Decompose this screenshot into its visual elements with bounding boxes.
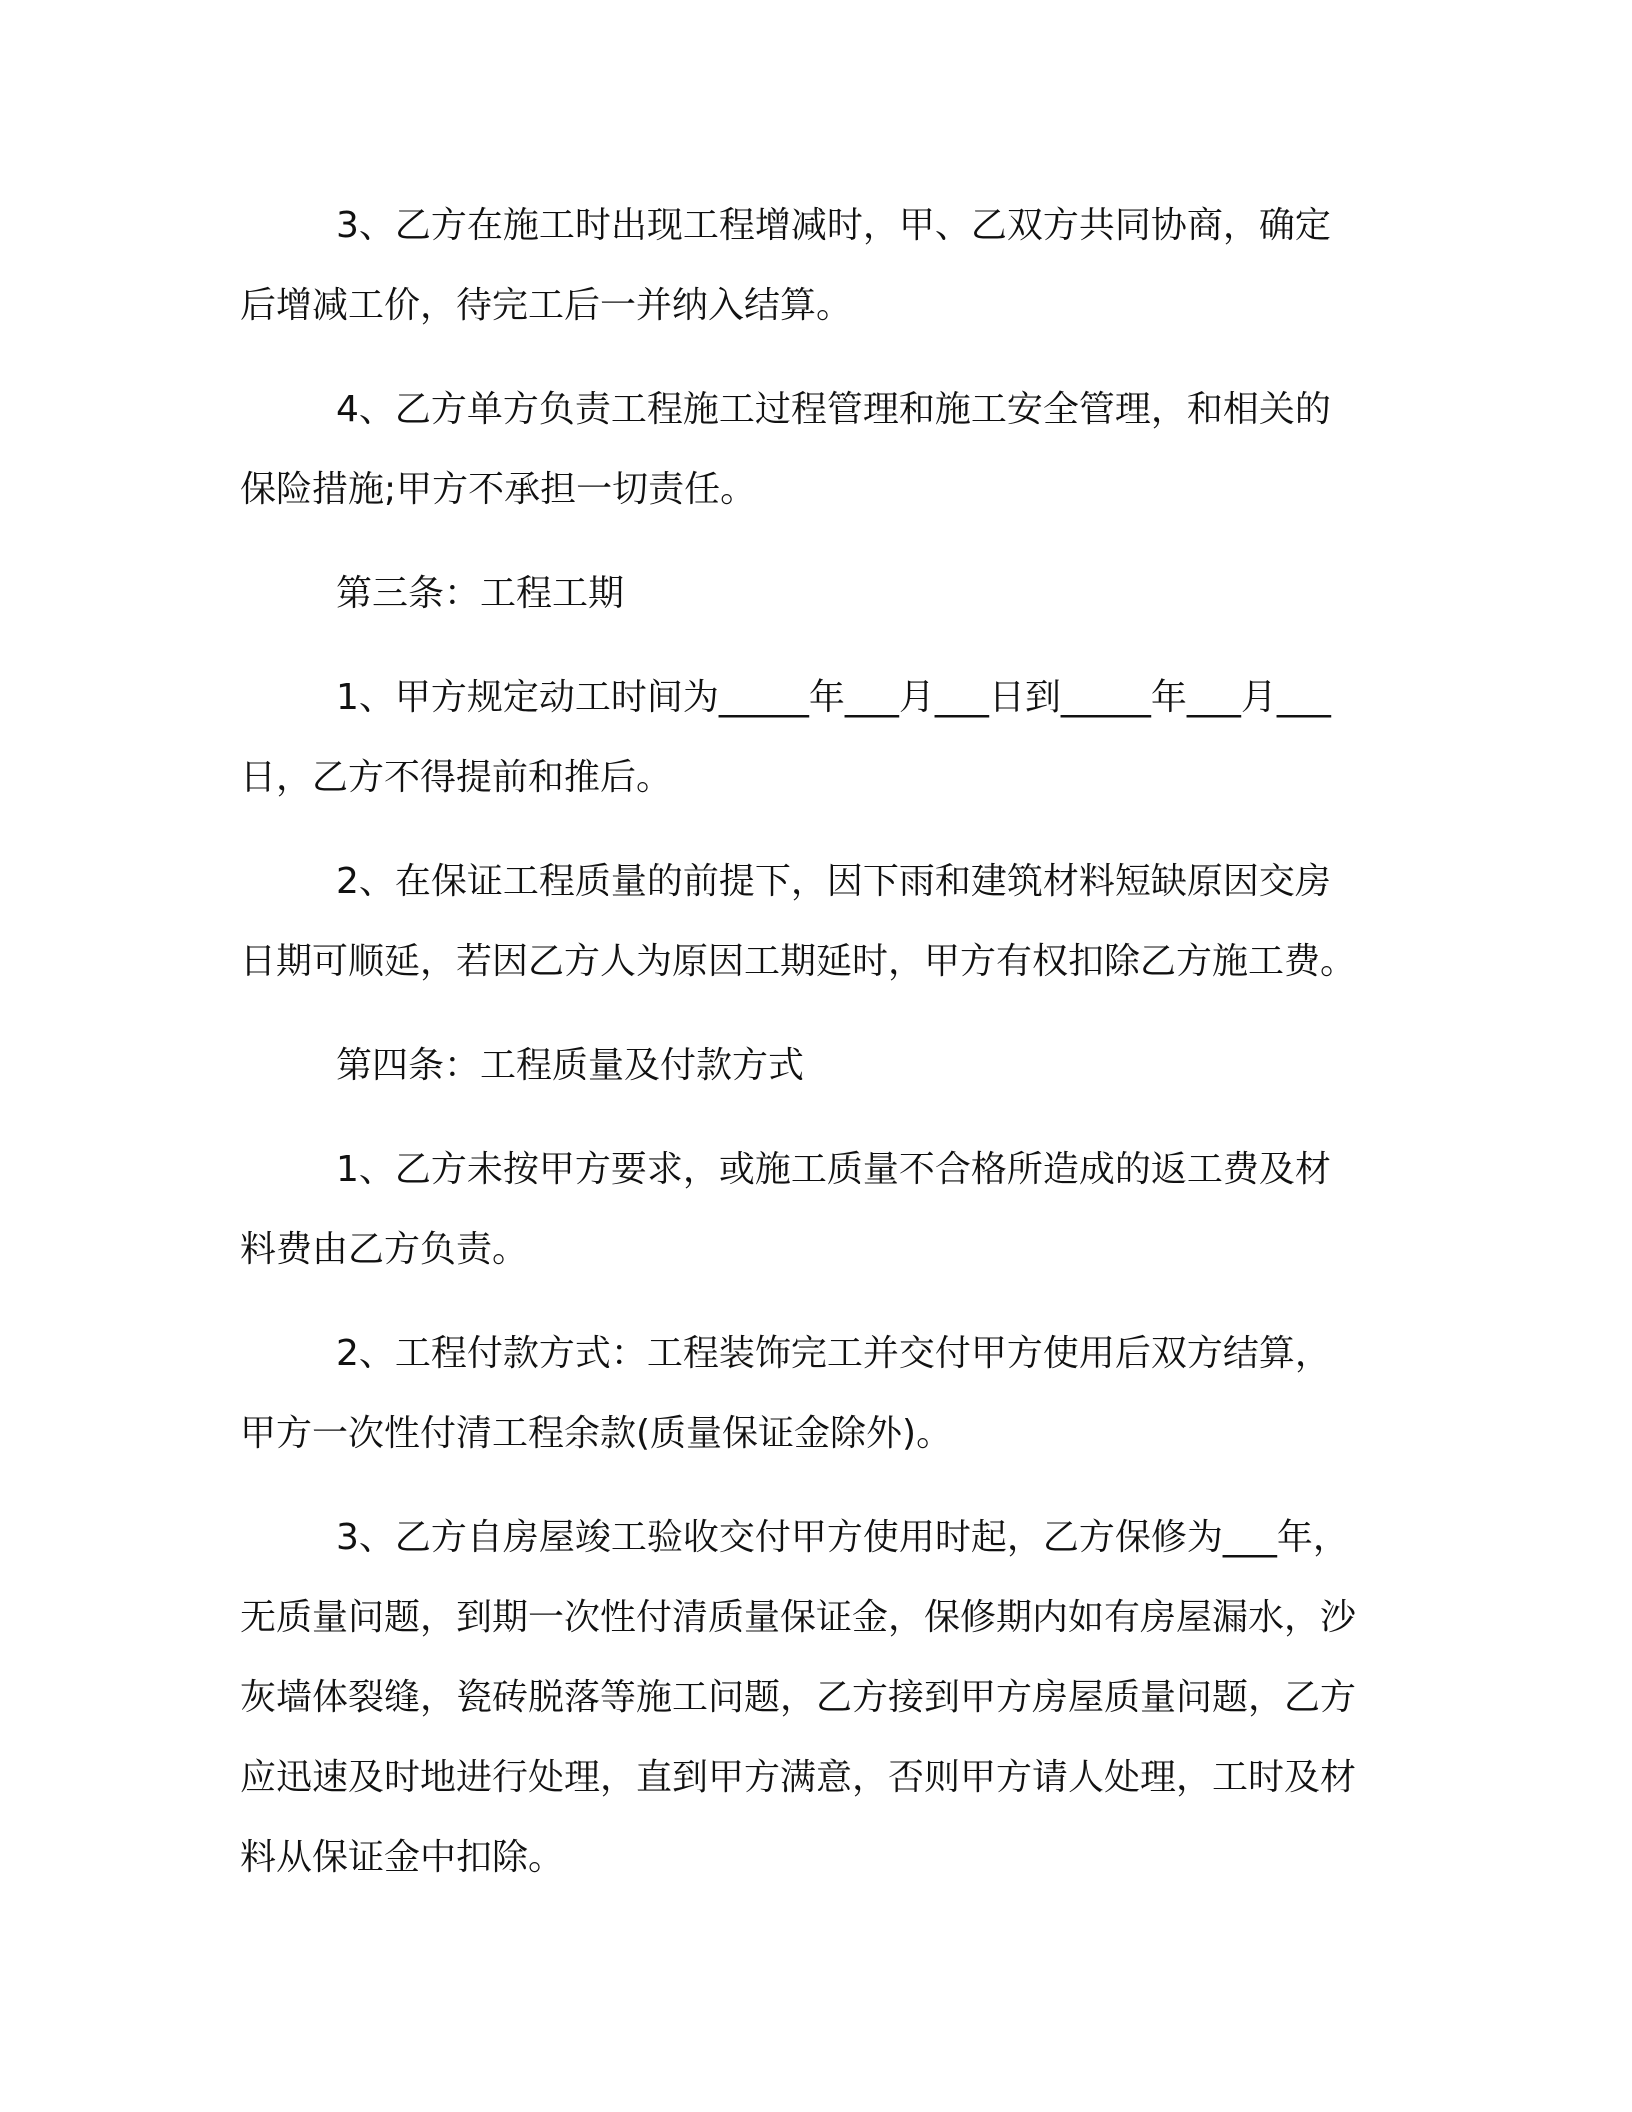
- clause-paragraph: 3、乙方自房屋竣工验收交付甲方使用时起，乙方保修为___年，无质量问题，到期一次性付清质量保证金，保修期内如有房屋漏水，沙灰墙体裂缝，瓷砖脱落等施工问题，乙方接到甲方房屋质量问题，乙方应迅速及时地进行处理，直到甲方满意，否则甲方请人处理，工时及材料从保证金中扣除。: [240, 1517, 1357, 1878]
- clause-paragraph: 1、甲方规定动工时间为_____年___月___日到_____年___月___日，乙方不得提前和推后。: [240, 677, 1331, 798]
- document-body: [240, 186, 1360, 1922]
- article-heading: 第四条：工程质量及付款方式: [336, 1045, 805, 1086]
- clause-paragraph: 3、乙方在施工时出现工程增减时，甲、乙双方共同协商，确定后增减工价，待完工后一并纳入结算。: [240, 205, 1331, 326]
- article-heading: 第三条：工程工期: [336, 573, 625, 614]
- clause-paragraph: 2、在保证工程质量的前提下，因下雨和建筑材料短缺原因交房日期可顺延，若因乙方人为原因工期延时，甲方有权扣除乙方施工费。: [240, 861, 1357, 982]
- clause-paragraph: 1、乙方未按甲方要求，或施工质量不合格所造成的返工费及材料费由乙方负责。: [240, 1149, 1331, 1270]
- clause-paragraph: 4、乙方单方负责工程施工过程管理和施工安全管理，和相关的保险措施;甲方不承担一切责任。: [240, 389, 1331, 510]
- clause-paragraph: 2、工程付款方式：工程装饰完工并交付甲方使用后双方结算，甲方一次性付清工程余款(质量保证金除外)。: [240, 1333, 1331, 1454]
